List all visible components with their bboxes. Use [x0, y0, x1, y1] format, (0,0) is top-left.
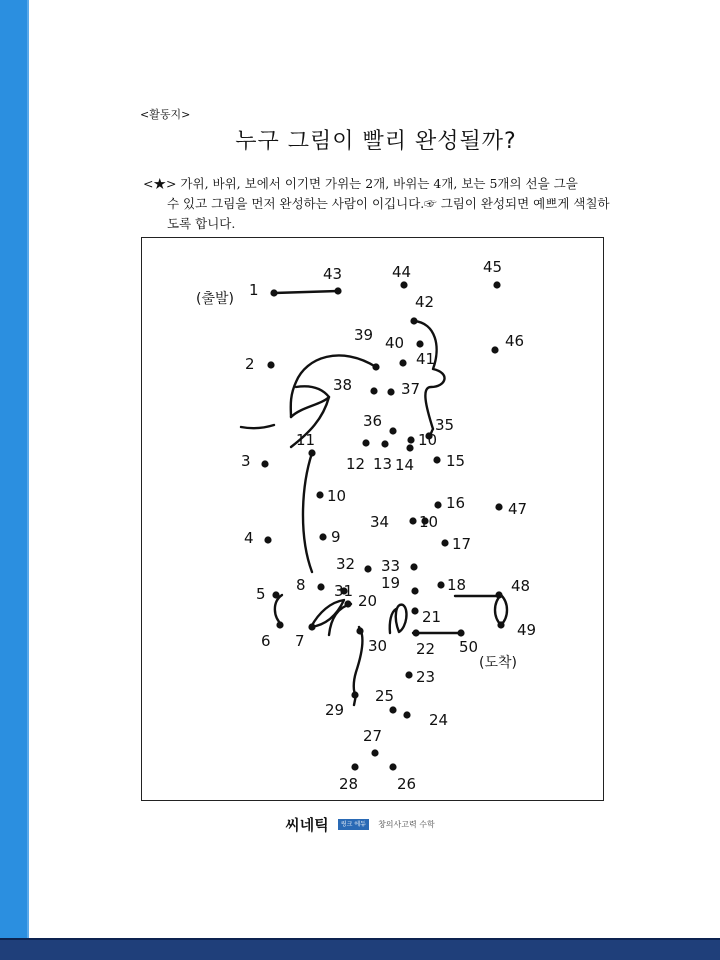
hand-left-curve — [275, 595, 282, 625]
dot-number-50: 50 — [459, 638, 479, 656]
dot-number-18: 18 — [447, 576, 467, 594]
dot-number-8: 8 — [296, 576, 306, 594]
dot-37 — [387, 388, 394, 395]
dot-number-27: 27 — [363, 727, 383, 745]
start-label: (출발) — [196, 291, 234, 307]
dot-17 — [441, 539, 448, 546]
dot-20 — [344, 600, 351, 607]
dot-number-40: 40 — [385, 334, 405, 352]
footer-subtitle: 창의사고력 수학 — [378, 820, 435, 829]
dot-22 — [412, 629, 419, 636]
dot-14 — [406, 444, 413, 451]
dot-number-9: 9 — [331, 528, 341, 546]
dot-number-24: 24 — [429, 711, 449, 729]
dot-number-5: 5 — [256, 585, 266, 603]
dot-number-31: 31 — [334, 582, 354, 600]
instructions-line-1: <★> 가위, 바위, 보에서 이기면 가위는 2개, 바위는 4개, 보는 5개의 선을 그을 — [143, 176, 578, 191]
dot-41 — [416, 340, 423, 347]
shoe-left — [311, 600, 344, 627]
dot-number-39: 39 — [354, 326, 374, 344]
dot-43 — [334, 287, 341, 294]
dot-25 — [389, 706, 396, 713]
dot-number-10: 10 — [419, 513, 439, 531]
hand-right — [495, 595, 507, 625]
dot-8 — [317, 583, 324, 590]
dot-24 — [403, 711, 410, 718]
shoe-right — [396, 605, 407, 632]
dot-number-28: 28 — [339, 775, 359, 793]
dot-10 — [409, 517, 416, 524]
dot-number-12: 12 — [346, 455, 366, 473]
dot-to-dot-puzzle — [141, 237, 604, 801]
dot-number-46: 46 — [505, 332, 525, 350]
dot-number-43: 43 — [323, 265, 343, 283]
dot-number-44: 44 — [392, 263, 412, 281]
dot-38 — [370, 387, 377, 394]
page-title — [0, 124, 720, 155]
dot-5 — [272, 591, 279, 598]
dot-30 — [356, 627, 363, 634]
dot-13 — [381, 440, 388, 447]
dot-number-30: 30 — [368, 637, 388, 655]
dot-number-35: 35 — [435, 416, 455, 434]
dot-46 — [491, 346, 498, 353]
dot-number-21: 21 — [422, 608, 442, 626]
dot-number-33: 33 — [381, 557, 401, 575]
dot-9 — [319, 533, 326, 540]
dot-18 — [437, 581, 444, 588]
dot-48 — [495, 591, 502, 598]
dot-11 — [308, 449, 315, 456]
dot-number-34: 34 — [370, 513, 390, 531]
dot-10 — [316, 491, 323, 498]
footer-badge: 링크 에듀 — [338, 819, 369, 830]
dot-12 — [362, 439, 369, 446]
dot-number-10: 10 — [418, 431, 438, 449]
dot-number-20: 20 — [358, 592, 378, 610]
hat-brim — [241, 425, 274, 428]
dot-45 — [493, 281, 500, 288]
dot-number-37: 37 — [401, 380, 421, 398]
dot-number-48: 48 — [511, 577, 531, 595]
leg-middle-curve — [354, 627, 363, 695]
dot-number-15: 15 — [446, 452, 466, 470]
dot-42 — [410, 317, 417, 324]
dot-2 — [267, 361, 274, 368]
dot-number-11: 11 — [296, 431, 316, 449]
bottom-bar — [0, 938, 720, 960]
line-1-43 — [274, 291, 338, 293]
dot-40 — [399, 359, 406, 366]
dot-28 — [351, 763, 358, 770]
dot-50 — [457, 629, 464, 636]
dot-number-13: 13 — [373, 455, 393, 473]
dot-6 — [276, 621, 283, 628]
dot-number-49: 49 — [517, 621, 537, 639]
worksheet-tag: <활동지> — [140, 108, 191, 121]
dot-number-19: 19 — [381, 574, 401, 592]
dot-4 — [264, 536, 271, 543]
dot-10 — [407, 436, 414, 443]
dot-number-38: 38 — [333, 376, 353, 394]
dot-number-10: 10 — [327, 487, 347, 505]
dot-number-22: 22 — [416, 640, 436, 658]
body-left-curve — [303, 453, 312, 572]
footer-brand: 씨네틱 — [285, 816, 329, 834]
dot-32 — [364, 565, 371, 572]
dot-number-25: 25 — [375, 687, 395, 705]
dot-number-26: 26 — [397, 775, 417, 793]
dot-number-17: 17 — [452, 535, 472, 553]
number-layer — [241, 258, 536, 793]
dot-47 — [495, 503, 502, 510]
dot-3 — [261, 460, 268, 467]
dot-19 — [411, 587, 418, 594]
dot-27 — [371, 749, 378, 756]
dot-number-45: 45 — [483, 258, 503, 276]
dot-15 — [433, 456, 440, 463]
instructions — [143, 174, 611, 234]
dot-29 — [351, 691, 358, 698]
dot-44 — [400, 281, 407, 288]
dot-number-36: 36 — [363, 412, 383, 430]
dot-number-29: 29 — [325, 701, 345, 719]
dot-number-32: 32 — [336, 555, 356, 573]
dot-16 — [434, 501, 441, 508]
dot-1 — [270, 289, 277, 296]
dot-36 — [389, 427, 396, 434]
footer — [0, 814, 720, 835]
leg-left-curve — [329, 604, 351, 635]
dot-number-4: 4 — [244, 529, 254, 547]
dot-number-23: 23 — [416, 668, 436, 686]
dot-21 — [411, 607, 418, 614]
dot-23 — [405, 671, 412, 678]
dot-33 — [410, 563, 417, 570]
dot-39 — [372, 363, 379, 370]
dot-number-6: 6 — [261, 632, 271, 650]
dot-49 — [497, 621, 504, 628]
dot-26 — [389, 763, 396, 770]
dot-number-1: 1 — [249, 281, 259, 299]
dot-number-2: 2 — [245, 355, 255, 373]
instructions-line-2: 수 있고 그림을 먼저 완성하는 사람이 이깁니다.☞ 그림이 완성되면 예쁘게 색칠하도록 합니다. — [167, 196, 610, 231]
dot-number-16: 16 — [446, 494, 466, 512]
dot-number-42: 42 — [415, 293, 435, 311]
dot-number-41: 41 — [416, 350, 436, 368]
dot-number-47: 47 — [508, 500, 528, 518]
dot-number-14: 14 — [395, 456, 415, 474]
dot-number-3: 3 — [241, 452, 251, 470]
dot-7 — [308, 623, 315, 630]
page-title-text: 누구 그림이 빨리 완성될까? — [235, 129, 517, 154]
dot-number-7: 7 — [295, 632, 305, 650]
end-label: (도착) — [479, 655, 517, 671]
